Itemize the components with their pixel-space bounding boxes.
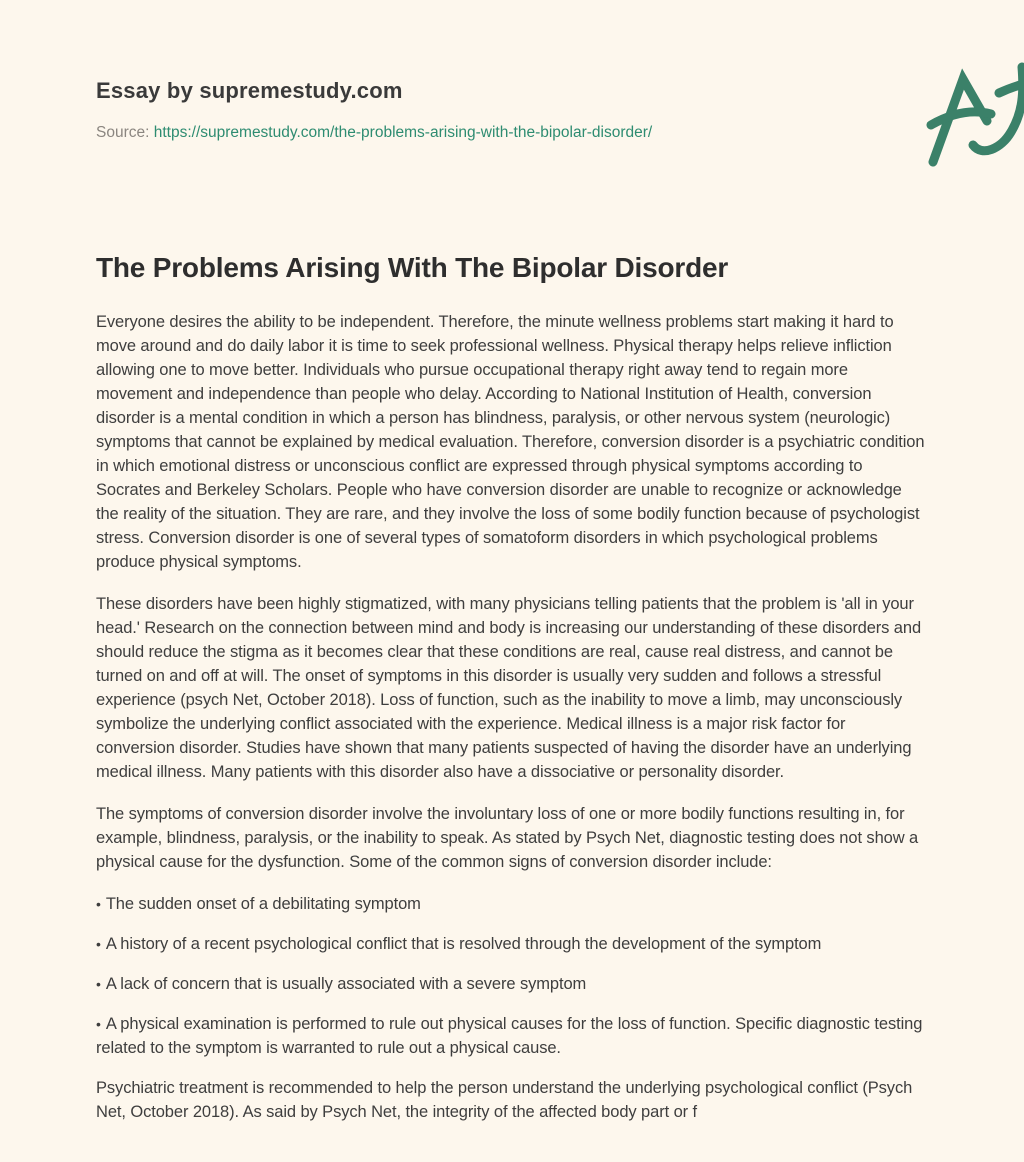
bullet-text: A lack of concern that is usually associated with a severe symptom — [105, 975, 587, 993]
bullet-text: The sudden onset of a debilitating symptom — [105, 895, 421, 913]
closing-paragraph: Psychiatric treatment is recommended to help the person understand the underlying psychological conflict (Psych Net, October 2018). As said by Psych Net, the integrity of the affected body part or f — [96, 1079, 913, 1121]
bullet-item — [96, 1012, 928, 1060]
paragraph-list — [96, 310, 928, 874]
bullet-item — [96, 932, 928, 956]
essay-title: The Problems Arising With The Bipolar Disorder — [96, 252, 729, 283]
essay-paragraph: Everyone desires the ability to be independent. Therefore, the minute wellness problems start making it hard to move around and do daily labor it is time to seek professional wellness. Physical therapy helps relieve infliction allowing one to move better. Individuals who pursue occupational therapy right away tend to regain more movement and independence than people who delay. According to National Institution of Health, conversion disorder is a mental condition in which a person has blindness, paralysis, or other nervous system (neurologic) symptoms that cannot be explained by medical evaluation. Therefore, conversion disorder is a psychiatric condition in which emotional distress or unconscious conflict are expressed through physical symptoms according to Socrates and Berkeley Scholars. People who have conversion disorder are unable to recognize or acknowledge the reality of the situation. They are rare, and they involve the loss of some bodily function because of psychologist stress. Conversion disorder is one of several types of somatoform disorders in which psychological problems produce physical symptoms. — [96, 313, 925, 571]
bullet-text: A physical examination is performed to rule out physical causes for the loss of function. Specific diagnostic testing related to the symptom is warranted to rule out a physical cause. — [96, 1015, 923, 1057]
bullet-glyph: • — [96, 1016, 101, 1032]
source-label: Source: — [96, 124, 150, 141]
bullet-item — [96, 892, 928, 916]
bullet-text: A history of a recent psychological conflict that is resolved through the development of the symptom — [105, 935, 822, 953]
source-url-link[interactable]: https://supremestudy.com/the-problems-arising-with-the-bipolar-disorder/ — [153, 124, 653, 141]
supremestudy-a-plus-logo-icon — [910, 58, 1024, 178]
essay-paragraph: The symptoms of conversion disorder involve the involuntary loss of one or more bodily functions resulting in, for example, blindness, paralysis, or the inability to speak. As stated by Psych Net, diagnostic testing does not show a physical cause for the dysfunction. Some of the common signs of conversion disorder include: — [96, 805, 919, 871]
bullet-glyph: • — [96, 976, 101, 992]
essay-paragraph: These disorders have been highly stigmatized, with many physicians telling patients that the problem is 'all in your head.' Research on the connection between mind and body is increasing our understanding of these disorders and should reduce the stigma as it becomes clear that these conditions are real, cause real distress, and cannot be turned on and off at will. The onset of symptoms in this disorder is usually very sudden and follows a stressful experience (psych Net, October 2018). Loss of function, such as the inability to move a limb, may unconsciously symbolize the underlying conflict associated with the experience. Medical illness is a major risk factor for conversion disorder. Studies have shown that many patients suspected of having the disorder have an underlying medical illness. Many patients with this disorder also have a dissociative or personality disorder. — [96, 595, 922, 781]
bullet-item — [96, 972, 928, 996]
source-line — [96, 124, 928, 142]
bullet-glyph: • — [96, 936, 101, 952]
byline: Essay by supremestudy.com — [96, 78, 403, 103]
bullet-glyph: • — [96, 896, 101, 912]
page-header — [96, 78, 928, 142]
essay-body — [96, 310, 928, 1124]
bullet-list — [96, 892, 928, 1060]
